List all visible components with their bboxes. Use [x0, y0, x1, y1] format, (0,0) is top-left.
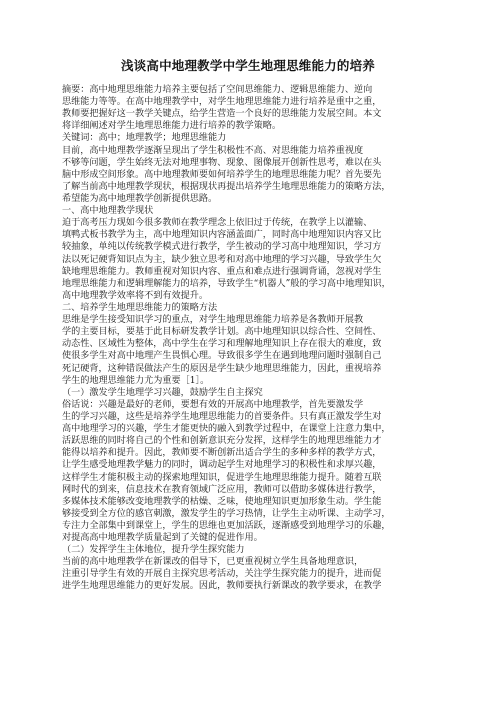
- body-text-line: 目前，高中地理教学逐渐呈现出了学生积极性不高、对思维能力培养重视度: [62, 145, 364, 156]
- body-text-line: 思维能力等等。在高中地理教学中，对学生地理思维能力进行培养是重中之重，: [62, 97, 382, 108]
- body-text-line: 迫于高考压力现如今很多教师在教学理念上依旧过于传统，在教学上以灌输、: [62, 218, 373, 229]
- body-text-line: 填鸭式板书教学为主，高中地理知识内容涵盖面广，同时高中地理知识内容又比: [62, 230, 382, 241]
- body-text-line: 地理思维能力和逻辑理解能力的培养，导致学生“机器人”般的学习高中地理知识，: [62, 278, 391, 289]
- body-text-line: 思维是学生接受知识学习的重点，对学生地理思维能力培养是各教师开展教: [62, 315, 364, 326]
- body-text-line: 这样学生才能积极主动的探索地理知识，促进学生地理思维能力提升。随着互联: [62, 472, 382, 483]
- body-text-line: 俗话说：兴趣是最好的老师，要想有效的开展高中地理教学，首先要激发学: [62, 399, 364, 410]
- body-text-line: 对提高高中地理教学质量起到了关键的促进作用。: [62, 533, 263, 544]
- body-text-line: 将详细阐述对学生地理思维能力进行培养的教学策略。: [62, 121, 281, 132]
- body-text-line: 让学生感受地理教学魅力的同时，调动起学生对地理学习的积极性和求厚兴趣，: [62, 460, 382, 471]
- body-text-line: 当前的高中地理教学在新课改的倡导下，已更重视树立学生具备地理意识，: [62, 557, 364, 568]
- body-text-line: 注重引导学生有效的开展自主探究思考活动，关注学生探究能力的提升，进而促: [62, 569, 382, 580]
- body-text-line: （一）激发学生地理学习兴趣，鼓励学生自主探究: [62, 387, 263, 398]
- body-text-line: 够接受到全方位的感官刺激，激发学生的学习热情，让学生主动听课、主动学习，: [62, 508, 391, 519]
- body-text-line: 高中地理教学效率将不到有效提升。: [62, 290, 208, 301]
- body-text-line: 不够等问题，学生始终无法对地理事物、现象、图像展开创新性思考，难以在头: [62, 157, 382, 168]
- body-text-line: 能得以培养和提升。因此，教师要不断创新出适合学生的多种多样的教学方式，: [62, 448, 382, 459]
- body-text-line: 网时代的到来，信息技术在教育领域广泛应用，教师可以借助多媒体进行教学，: [62, 484, 382, 495]
- body-text-line: 学的主要目标，要基于此目标研发教学计划。高中地理知识以综合性、空间性、: [62, 327, 382, 338]
- body-text-line: 活跃思维的同时将自己的个性和创新意识充分发挥，这样学生的地理思维能力才: [62, 436, 382, 447]
- body-text-line: （二）发挥学生主体地位，提升学生探究能力: [62, 545, 245, 556]
- body-text-line: 死记硬背，这种错误做法产生的原因是学生缺少地理思维能力，因此，重视培养: [62, 363, 382, 374]
- body-text-line: 生的学习兴趣，这些是培养学生地理思维能力的首要条件。只有真正激发学生对: [62, 411, 382, 422]
- body-text-line: 高中地理学习的兴趣，学生才能更快的融入到教学过程中，在课堂上注意力集中，: [62, 424, 391, 435]
- body-text-line: 多媒体技术能够改变地理教学的枯燥、乏味，使地理知识更加形象生动。学生能: [62, 496, 382, 507]
- body-text-line: 专注力全部集中到课堂上，学生的思维也更加活跃，逐渐感受到地理学习的乐趣，: [62, 520, 391, 531]
- body-text-line: 进学生地理思维能力的更好发展。因此，教师要执行新课改的教学要求，在教学: [62, 581, 382, 592]
- body-text-line: 教师要把握好这一教学关键点，给学生营造一个良好的思维能力发展空间。本文: [62, 109, 382, 120]
- body-text-line: 动态性、区域性为整体，高中学生在学习和理解地理知识上存在很大的难度，致: [62, 339, 382, 350]
- body-text-line: 脑中形成空间形象。高中地理教师要如何培养学生的地理思维能力呢？首先要先: [62, 169, 382, 180]
- document-title: 浅谈高中地理教学中学生地理思维能力的培养: [120, 58, 375, 73]
- body-text-line: 二、培养学生地理思维能力的策略方法: [62, 302, 218, 313]
- document-body: [62, 84, 442, 593]
- body-text-line: 学生的地理思维能力尤为重要［1］。: [62, 375, 210, 386]
- body-text-line: 摘要：高中地理思维能力培养主要包括了空间思维能力、逻辑思维能力、逆向: [62, 85, 373, 95]
- body-text-line: 较抽象，单纯以传统教学模式进行教学，学生被动的学习高中地理知识，学习方: [62, 242, 382, 253]
- body-text-line: 一、高中地理教学现状: [62, 206, 154, 217]
- body-text-line: 了解当前高中地理教学现状，根据现状再提出培养学生地理思维能力的策略方法，: [62, 181, 391, 192]
- body-text-line: 缺地理思维能力。教师重视对知识内容、重点和难点进行强调背诵，忽视对学生: [62, 266, 382, 277]
- body-text-line: 法以死记硬背知识点为主，缺少独立思考和对高中地理的学习兴趣，导致学生欠: [62, 254, 382, 265]
- body-text-line: 关键词：高中；地理教学；地理思维能力: [62, 133, 227, 144]
- body-text-line: 希望能为高中地理教学创新提供思路。: [62, 193, 218, 204]
- body-text-line: 使很多学生对高中地理产生畏惧心理。导致很多学生在遇到地理问题时强制自己: [62, 351, 382, 362]
